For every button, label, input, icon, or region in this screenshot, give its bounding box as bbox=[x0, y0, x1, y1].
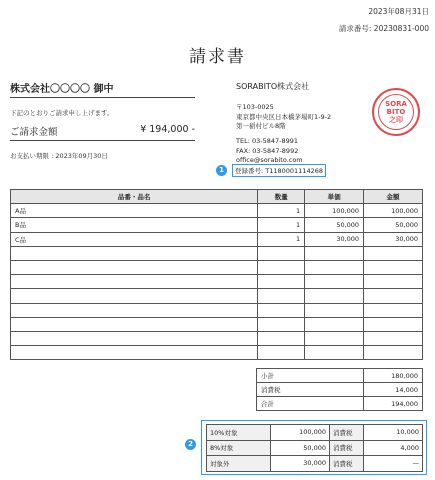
item-name: B品 bbox=[11, 218, 258, 232]
item-quantity: 1 bbox=[258, 218, 305, 232]
tax-amount: 10,000 bbox=[364, 425, 423, 441]
empty-row bbox=[11, 246, 423, 260]
empty-row bbox=[11, 317, 423, 331]
tax-row bbox=[257, 383, 423, 397]
due-date: お支払い期限 : 2023年09月30日 bbox=[10, 152, 108, 160]
tax-amount: — bbox=[364, 456, 423, 472]
item-unit-price: 100,000 bbox=[305, 204, 364, 218]
empty-row bbox=[11, 346, 423, 360]
col-quantity: 数量 bbox=[258, 190, 305, 204]
total-value: 194,000 bbox=[364, 397, 423, 411]
col-item-name: 品番・品名 bbox=[11, 190, 258, 204]
tax-base-amount: 30,000 bbox=[271, 456, 330, 472]
address-line-1: 東京都中央区日本橋茅場町1-9-2 bbox=[236, 112, 332, 121]
item-amount: 30,000 bbox=[364, 232, 423, 246]
tax-label: 消費税 bbox=[330, 440, 364, 456]
tax-base-amount: 50,000 bbox=[271, 440, 330, 456]
col-amount: 金額 bbox=[364, 190, 423, 204]
empty-row bbox=[11, 260, 423, 274]
issuer-address bbox=[236, 103, 331, 132]
tax-breakdown-row bbox=[207, 456, 423, 472]
items-header-row bbox=[11, 190, 423, 204]
tax-label: 消費税 bbox=[257, 383, 364, 397]
invoice-number: 請求番号: 20230831-000 bbox=[338, 24, 429, 33]
items-table bbox=[10, 189, 423, 360]
tax-rate-label: 8%対象 bbox=[207, 440, 271, 456]
tax-amount: 4,000 bbox=[364, 440, 423, 456]
badge-two: 2 bbox=[185, 439, 196, 450]
tax-rate-label: 対象外 bbox=[207, 456, 271, 472]
billing-amount-value: ¥ 194,000 - bbox=[140, 124, 195, 135]
issuer-tel: TEL: 03-5847-8991 bbox=[236, 137, 299, 145]
col-unit-price: 単価 bbox=[305, 190, 364, 204]
total-row bbox=[257, 397, 423, 411]
issuer-contact bbox=[236, 137, 303, 166]
empty-row bbox=[11, 331, 423, 345]
subtotal-label: 小計 bbox=[257, 369, 364, 383]
issuer-company: SORABITO株式会社 bbox=[236, 82, 310, 91]
item-unit-price: 50,000 bbox=[305, 218, 364, 232]
tax-breakdown-table bbox=[206, 424, 423, 472]
item-amount: 50,000 bbox=[364, 218, 423, 232]
empty-row bbox=[11, 275, 423, 289]
invoice-date: 2023年08月31日 bbox=[368, 7, 429, 16]
table-row bbox=[11, 232, 423, 246]
item-unit-price: 30,000 bbox=[305, 232, 364, 246]
item-name: C品 bbox=[11, 232, 258, 246]
table-row bbox=[11, 204, 423, 218]
item-name: A品 bbox=[11, 204, 258, 218]
billing-amount-label: ご請求金額 bbox=[10, 127, 58, 138]
table-row bbox=[11, 218, 423, 232]
tax-rate-label: 10%対象 bbox=[207, 425, 271, 441]
tax-breakdown-row bbox=[207, 425, 423, 441]
item-quantity: 1 bbox=[258, 232, 305, 246]
subtotal-row bbox=[257, 369, 423, 383]
seal-inner: SORA BITO 之印 bbox=[378, 94, 414, 130]
billing-amount-row bbox=[10, 124, 195, 141]
page-title: 請求書 bbox=[189, 47, 246, 67]
tax-breakdown-row bbox=[207, 440, 423, 456]
request-message: 下記のとおりご請求申し上げます。 bbox=[10, 109, 114, 117]
tax-base-amount: 100,000 bbox=[271, 425, 330, 441]
item-quantity: 1 bbox=[258, 204, 305, 218]
badge-one: 1 bbox=[216, 165, 227, 176]
address-line-2: 第一稲村ビル8階 bbox=[236, 122, 286, 130]
tax-label: 消費税 bbox=[330, 456, 364, 472]
company-seal bbox=[372, 88, 420, 136]
postal-code: 〒103-0025 bbox=[236, 103, 274, 111]
subtotal-value: 180,000 bbox=[364, 369, 423, 383]
summary-table bbox=[256, 368, 423, 411]
item-amount: 100,000 bbox=[364, 204, 423, 218]
recipient-name: 株式会社〇〇〇〇 御中 bbox=[10, 80, 195, 98]
tax-label: 消費税 bbox=[330, 425, 364, 441]
empty-row bbox=[11, 289, 423, 303]
tax-value: 14,000 bbox=[364, 383, 423, 397]
issuer-email: office@sorabito.com bbox=[236, 156, 303, 164]
registration-number: 登録番号: T1180001114268 bbox=[232, 164, 326, 177]
issuer-fax: FAX: 03-5847-8992 bbox=[236, 146, 299, 155]
total-label: 合計 bbox=[257, 397, 364, 411]
empty-row bbox=[11, 303, 423, 317]
